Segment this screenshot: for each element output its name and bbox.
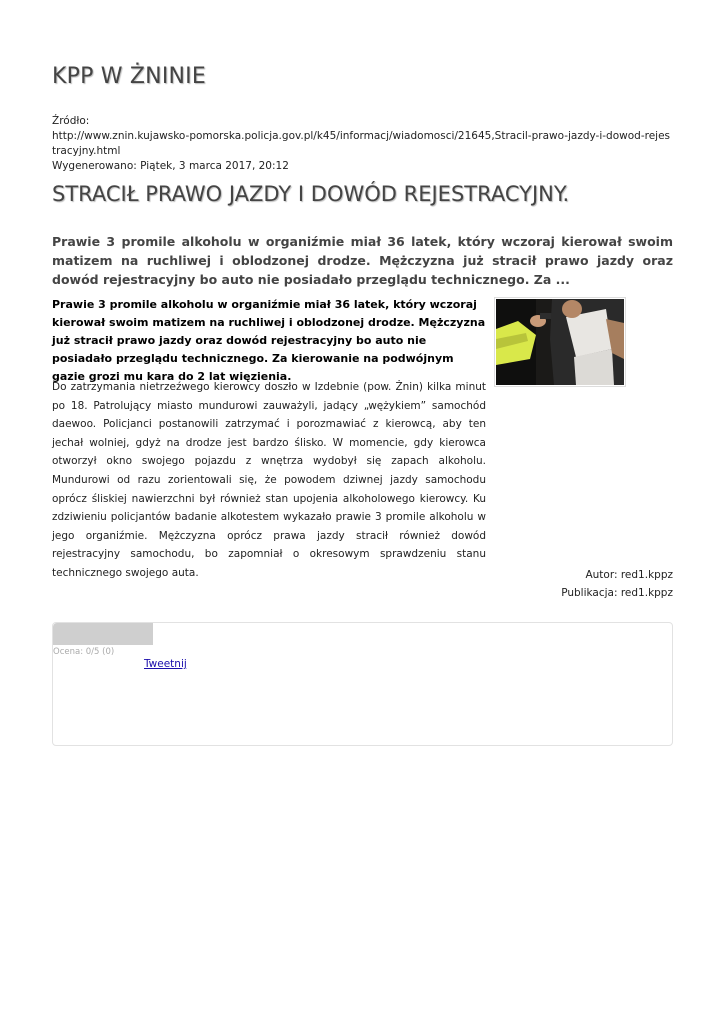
rating-box: [52, 622, 673, 746]
article-lead: Prawie 3 promile alkoholu w organiźmie miał 36 latek, który wczoraj kierował swoim matizem na ruchliwej i oblodzonej drodze. Mężczyzna już stracił prawo jazdy oraz dowód rejestracyjny bo auto nie posiadało przeglądu technicznego. Za ...: [52, 234, 673, 287]
article-publication: Publikacja: red1.kppz: [561, 587, 673, 599]
article-author: Autor: red1.kppz: [585, 569, 673, 581]
article-title: STRACIŁ PRAWO JAZDY I DOWÓD REJESTRACYJNY.: [52, 182, 570, 206]
source-url[interactable]: http://www.znin.kujawsko-pomorska.policja.gov.pl/k45/informacj/wiadomosci/21645,Stracil-prawo-jazdy-i-dowod-rejestracyjny.html: [52, 130, 670, 157]
article-body: Do zatrzymania nietrzeźwego kierowcy doszło w Izdebnie (pow. Żnin) kilka minut po 18. Patrolujący miasto mundurowi zauważyli, jadący „wężykiem” samochód daewoo. Policjanci postanowili zatrzymać i porozmawiać z kierowcą, aby ten jechał wolniej, gdyż na drodze jest bardzo ślisko. W momencie, gdy kierowca otworzył okno swojego pojazdu z wnętrza wydobył się zapach alkoholu. Mundurowi od razu zorientowali się, że powodem dziwnej jazdy samochodu oprócz śliskiej nawierzchni był również stan upojenia alkoholowego kierowcy. Ku zdziwieniu policjantów badanie alkotestem wykazało prawie 3 promile alkoholu w jego organiźmie. Mężczyzna oprócz prawa jazdy stracił również dowód rejestracyjny samochodu, bo zapomniał o okresowym sprawdzeniu stanu technicznego swojego auta.: [52, 381, 486, 579]
rating-text: Ocena: 0/5 (0): [53, 647, 115, 657]
breathalyzer-photo-icon: [496, 299, 624, 385]
rating-stars-bar[interactable]: [53, 623, 153, 645]
article-photo[interactable]: [494, 297, 626, 387]
source-block: [52, 114, 674, 174]
site-title: KPP W ŻNINIE: [52, 64, 206, 89]
article-meta: [561, 566, 673, 602]
generated-date: Wygenerowano: Piątek, 3 marca 2017, 20:12: [52, 160, 289, 172]
article-intro: Prawie 3 promile alkoholu w organiźmie miał 36 latek, który wczoraj kierował swoim matizem na ruchliwej i oblodzonej drodze. Mężczyzna już stracił prawo jazdy oraz dowód rejestracyjny bo auto nie posiadało przeglądu technicznego. Za kierowanie na podwójnym gazie grozi mu kara do 2 lat więzienia.: [52, 298, 486, 383]
source-label: Źródło:: [52, 115, 90, 127]
tweet-link[interactable]: Tweetnij: [144, 658, 187, 670]
